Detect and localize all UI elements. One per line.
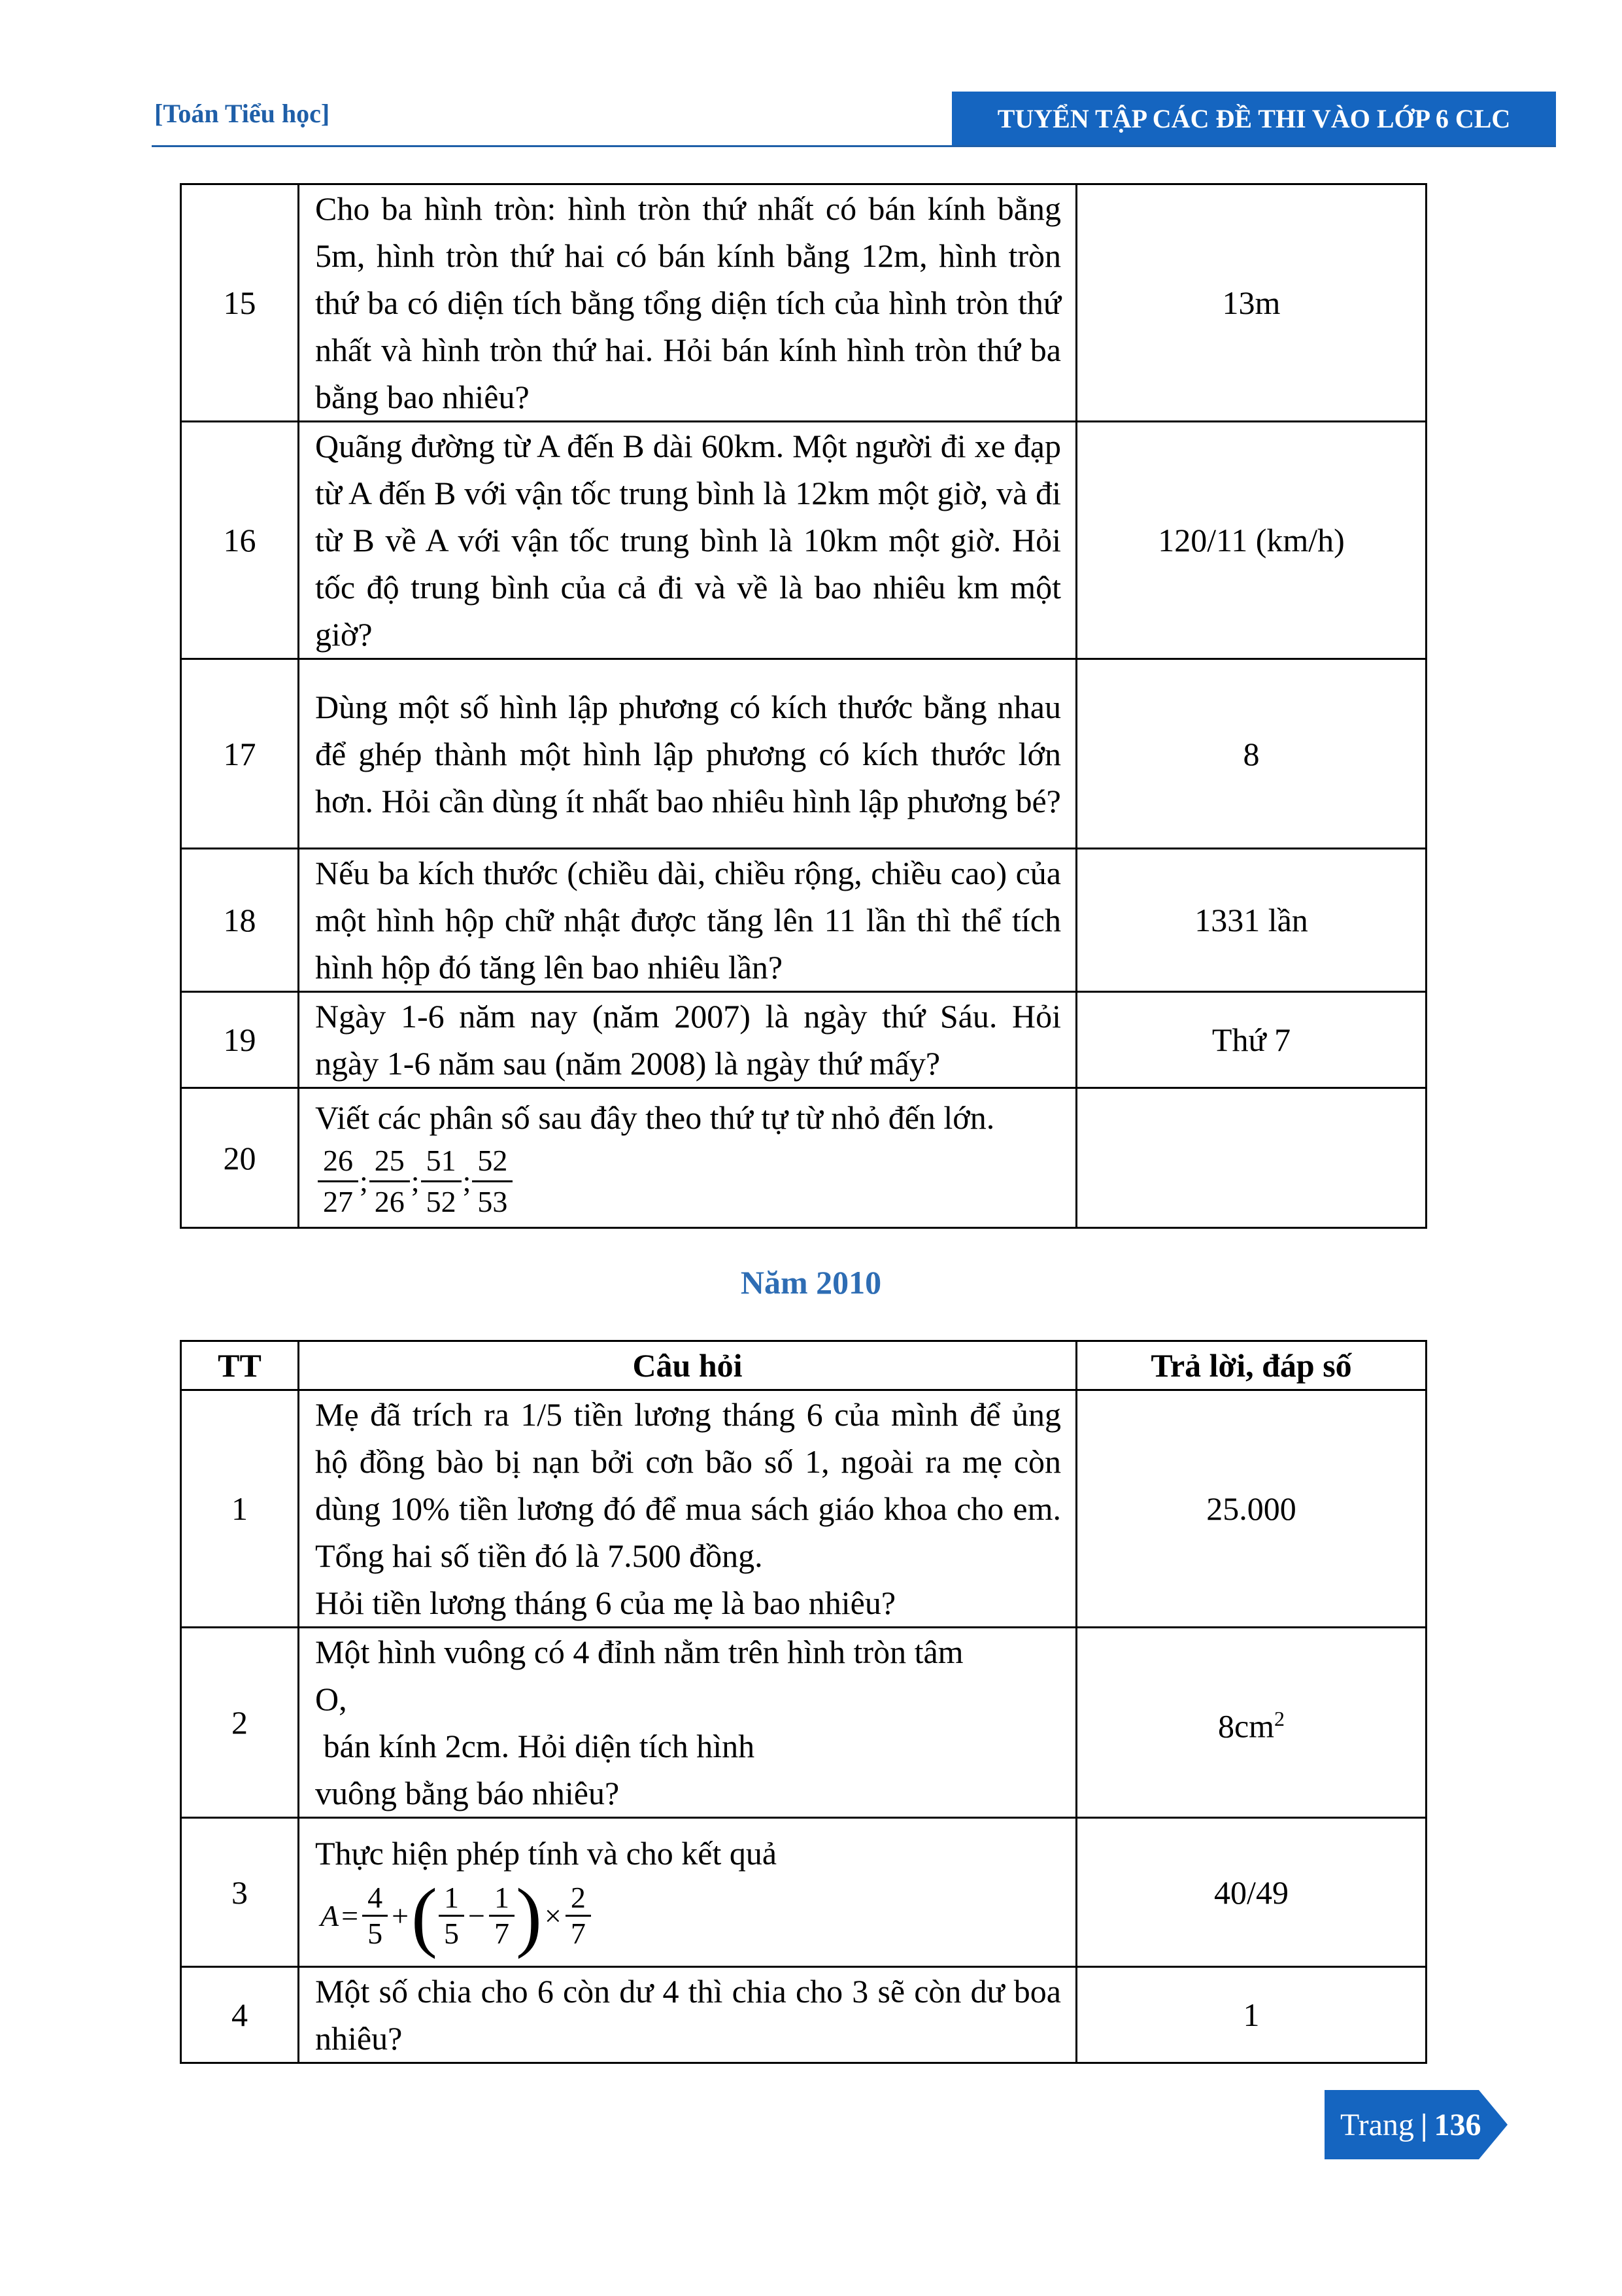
- left-paren: (: [411, 1872, 437, 1959]
- table-header-row: [181, 1341, 1427, 1390]
- table-row: [181, 184, 1427, 422]
- row-answer: 120/11 (km/h): [1077, 422, 1427, 659]
- page-number: 136: [1434, 2107, 1481, 2142]
- row-question: [299, 1628, 1077, 1818]
- table-row: [181, 659, 1427, 849]
- row-question: [299, 1818, 1077, 1967]
- numerator: 1: [439, 1881, 464, 1917]
- row-number: 19: [181, 992, 299, 1088]
- section-title: Năm 2010: [740, 1264, 882, 1301]
- fraction: [439, 1881, 464, 1951]
- row-answer: 8: [1077, 659, 1427, 849]
- separator: ;: [462, 1164, 471, 1198]
- separator: ;: [360, 1164, 368, 1198]
- row-number: 16: [181, 422, 299, 659]
- table-row: [181, 422, 1427, 659]
- header-divider: [152, 145, 1556, 147]
- numerator: 51: [421, 1141, 462, 1182]
- fraction: [489, 1881, 515, 1951]
- denominator: 53: [477, 1185, 508, 1218]
- answer-exponent: 2: [1274, 1707, 1285, 1731]
- page-divider: |: [1420, 2107, 1428, 2142]
- header-right-title: TUYỂN TẬP CÁC ĐỀ THI VÀO LỚP 6 CLC: [997, 103, 1511, 133]
- table-row: [181, 1390, 1427, 1628]
- table-row: [181, 1628, 1427, 1818]
- row-question: Ngày 1-6 năm nay (năm 2007) là ngày thứ Sáu. Hỏi ngày 1-6 năm sau (năm 2008) là ngày thứ mấy?: [299, 992, 1077, 1088]
- question-line: bán kính 2cm. Hỏi diện tích hình: [315, 1728, 755, 1764]
- formula-variable: A: [320, 1898, 339, 1932]
- row-question: [299, 1390, 1077, 1628]
- fraction: [318, 1141, 358, 1222]
- numerator: 1: [489, 1881, 515, 1917]
- row-question: Dùng một số hình lập phương có kích thước bằng nhau để ghép thành một hình lập phương có kích thước lớn hơn. Hỏi cần dùng ít nhất bao nhiêu hình lập phương bé?: [299, 659, 1077, 849]
- question-text-line2: Hỏi tiền lương tháng 6 của mẹ là bao nhiêu?: [315, 1585, 896, 1621]
- row-number: 15: [181, 184, 299, 422]
- row-number: 1: [181, 1390, 299, 1628]
- formula-times: ×: [544, 1898, 562, 1932]
- row-answer: 13m: [1077, 184, 1427, 422]
- page-number-badge: [1325, 2090, 1508, 2159]
- fraction-list: [315, 1141, 1061, 1222]
- question-line: vuông bằng báo nhiêu?: [315, 1775, 620, 1811]
- row-question: Quãng đường từ A đến B dài 60km. Một người đi xe đạp từ A đến B với vận tốc trung bình là 12km một giờ, và đi từ B về A với vận tốc trung bình là 10km một giờ. Hỏi tốc độ trung bình của cả đi và về là bao nhiêu km một giờ?: [299, 422, 1077, 659]
- row-question: [299, 1088, 1077, 1228]
- answers-table-continued: [180, 183, 1427, 1229]
- header-right-banner: [952, 92, 1556, 145]
- formula-equals: =: [341, 1898, 359, 1932]
- row-question: Nếu ba kích thước (chiều dài, chiều rộng, chiều cao) của một hình hộp chữ nhật được tăng lên 11 lần thì thể tích hình hộp đó tăng lên bao nhiêu lần?: [299, 849, 1077, 992]
- numerator: 4: [362, 1881, 388, 1917]
- fraction: [566, 1881, 591, 1951]
- row-answer: 1: [1077, 1967, 1427, 2063]
- fraction: [369, 1141, 410, 1222]
- row-number: 3: [181, 1818, 299, 1967]
- right-paren: ): [515, 1872, 542, 1959]
- row-answer: 25.000: [1077, 1390, 1427, 1628]
- numerator: 26: [318, 1141, 358, 1182]
- table-row: [181, 849, 1427, 992]
- table-row: [181, 1818, 1427, 1967]
- denominator: 52: [426, 1185, 456, 1218]
- year-2010-table: [180, 1340, 1427, 2064]
- answer-value: 8cm: [1217, 1707, 1275, 1745]
- row-number: 17: [181, 659, 299, 849]
- question-text: Thực hiện phép tính và cho kết quả: [315, 1834, 777, 1872]
- header-tt: TT: [181, 1341, 299, 1390]
- separator: ;: [411, 1164, 420, 1198]
- row-answer: 1331 lần: [1077, 849, 1427, 992]
- question-text: Mẹ đã trích ra 1/5 tiền lương tháng 6 của mình để ủng hộ đồng bào bị nạn bởi cơn bão số 1, ngoài ra mẹ còn dùng 10% tiền lương đó để mua sách giáo khoa cho em. Tổng hai số tiền đó là 7.500 đồng.: [315, 1396, 1061, 1574]
- denominator: 5: [443, 1917, 459, 1950]
- fraction: [421, 1141, 462, 1222]
- row-number: 18: [181, 849, 299, 992]
- header-question: Câu hỏi: [299, 1341, 1077, 1390]
- row-question: Cho ba hình tròn: hình tròn thứ nhất có bán kính bằng 5m, hình tròn thứ hai có bán kính bằng 12m, hình tròn thứ ba có diện tích bằng tổng diện tích của hình tròn thứ nhất và hình tròn thứ hai. Hỏi bán kính hình tròn thứ ba bằng bao nhiêu?: [299, 184, 1077, 422]
- fraction: [362, 1881, 388, 1951]
- row-number: 2: [181, 1628, 299, 1818]
- question-line: O,: [315, 1681, 347, 1717]
- denominator: 5: [367, 1917, 383, 1950]
- numerator: 52: [472, 1141, 513, 1182]
- denominator: 26: [374, 1185, 405, 1218]
- row-number: 4: [181, 1967, 299, 2063]
- table-row: [181, 992, 1427, 1088]
- question-text: Viết các phân số sau đây theo thứ tự từ nhỏ đến lớn.: [315, 1099, 995, 1136]
- denominator: 27: [323, 1185, 353, 1218]
- table-row: [181, 1088, 1427, 1228]
- numerator: 2: [566, 1881, 591, 1917]
- header-left-title: [Toán Tiểu học]: [154, 99, 330, 128]
- page-label: [1340, 2090, 1481, 2159]
- denominator: 7: [570, 1917, 586, 1950]
- formula: [315, 1872, 592, 1959]
- row-answer: 40/49: [1077, 1818, 1427, 1967]
- formula-plus: +: [392, 1898, 409, 1932]
- fraction: [472, 1141, 513, 1222]
- header-answer: Trả lời, đáp số: [1077, 1341, 1427, 1390]
- formula-minus: −: [467, 1898, 485, 1932]
- row-number: 20: [181, 1088, 299, 1228]
- question-line: Một hình vuông có 4 đỉnh nằm trên hình tròn tâm: [315, 1634, 964, 1670]
- row-answer: [1077, 1628, 1427, 1818]
- numerator: 25: [369, 1141, 410, 1182]
- row-answer: [1077, 1088, 1427, 1228]
- page-label-text: Trang: [1340, 2107, 1414, 2142]
- denominator: 7: [494, 1917, 509, 1950]
- row-answer: Thứ 7: [1077, 992, 1427, 1088]
- row-question: Một số chia cho 6 còn dư 4 thì chia cho 3 sẽ còn dư boa nhiêu?: [299, 1967, 1077, 2063]
- table-row: [181, 1967, 1427, 2063]
